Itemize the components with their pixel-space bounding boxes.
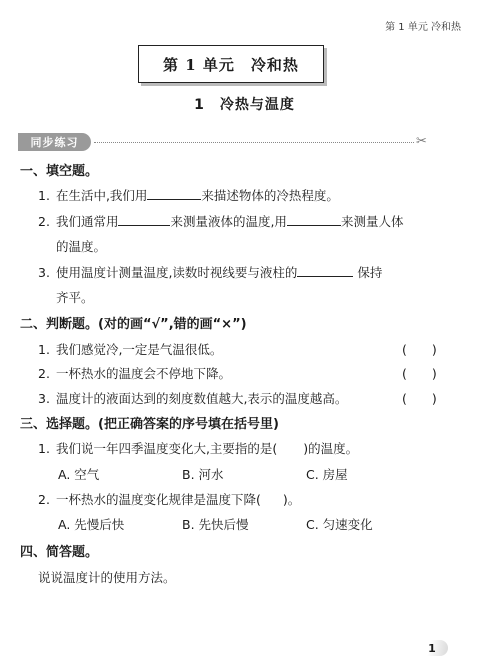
question-number: 1. bbox=[38, 342, 50, 357]
question-number: 2. bbox=[38, 366, 50, 381]
question-text: )。 bbox=[282, 492, 301, 507]
question-number: 2. bbox=[38, 214, 50, 229]
fill-question-3 bbox=[38, 263, 382, 281]
question-text: 齐平。 bbox=[56, 290, 94, 305]
question-number: 3. bbox=[38, 265, 50, 280]
question-text: 使用温度计测量温度,读数时视线要与液柱的 bbox=[55, 265, 298, 280]
answer-blank[interactable] bbox=[147, 187, 201, 200]
choice-option[interactable]: C. 房屋 bbox=[306, 467, 348, 482]
question-text: 我们说一年四季温度变化大,主要指的是( bbox=[55, 441, 278, 456]
section-heading-fill: 一、填空题。 bbox=[20, 164, 99, 179]
question-text: 温度计的液面达到的刻度数值越大,表示的温度越高。 bbox=[55, 391, 348, 406]
question-text: 来测量液体的温度,用 bbox=[170, 214, 287, 229]
question-text: 一杯热水的温度变化规律是温度下降( bbox=[55, 492, 261, 507]
answer-parentheses[interactable]: ( ) bbox=[402, 366, 437, 381]
question-text: )的温度。 bbox=[303, 441, 359, 456]
sync-practice-tag: 同步练习 bbox=[18, 133, 91, 151]
choice-question-2 bbox=[38, 490, 300, 508]
judge-question-1 bbox=[38, 340, 222, 358]
page-number: 1 bbox=[416, 640, 448, 656]
short-answer-prompt: 说说温度计的使用方法。 bbox=[38, 570, 176, 585]
fill-question-2-cont bbox=[56, 237, 106, 255]
question-text: 在生活中,我们用 bbox=[55, 188, 148, 203]
choice-question-1 bbox=[38, 439, 358, 457]
question-text: 一杯热水的温度会不停地下降。 bbox=[55, 366, 231, 381]
question-text: 我们通常用 bbox=[55, 214, 119, 229]
section-heading-judge: 二、判断题。(对的画“√”,错的画“×”) bbox=[20, 317, 247, 332]
fill-question-2 bbox=[38, 212, 403, 230]
question-text: 来测量人体 bbox=[340, 214, 404, 229]
choice-option[interactable]: B. 河水 bbox=[182, 467, 224, 482]
running-header: 第 1 单元 冷和热 bbox=[385, 22, 461, 33]
answer-blank[interactable] bbox=[297, 264, 353, 277]
answer-blank[interactable] bbox=[287, 213, 341, 226]
question-number: 1. bbox=[38, 188, 50, 203]
question-text: 保持 bbox=[357, 265, 383, 280]
scissors-icon: ✂ bbox=[416, 134, 427, 149]
question-text: 来描述物体的冷热程度。 bbox=[201, 188, 339, 203]
judge-question-3 bbox=[38, 389, 347, 407]
choice-option[interactable]: B. 先快后慢 bbox=[182, 517, 249, 532]
fill-question-1 bbox=[38, 186, 339, 204]
lesson-title: 1 冷热与温度 bbox=[194, 97, 295, 113]
question-number: 3. bbox=[38, 391, 50, 406]
unit-title: 第 1 单元 冷和热 bbox=[138, 45, 324, 83]
question-number: 1. bbox=[38, 441, 50, 456]
answer-parentheses[interactable]: ( ) bbox=[402, 342, 437, 357]
choice-option[interactable]: A. 先慢后快 bbox=[58, 517, 125, 532]
question-text: 我们感觉冷,一定是气温很低。 bbox=[55, 342, 223, 357]
dotted-divider bbox=[94, 142, 414, 143]
section-heading-choice: 三、选择题。(把正确答案的序号填在括号里) bbox=[20, 417, 279, 432]
section-heading-short: 四、简答题。 bbox=[20, 545, 99, 560]
answer-parentheses[interactable]: ( ) bbox=[402, 391, 437, 406]
judge-question-2 bbox=[38, 364, 231, 382]
question-number: 2. bbox=[38, 492, 50, 507]
choice-option[interactable]: A. 空气 bbox=[58, 467, 100, 482]
choice-option[interactable]: C. 匀速变化 bbox=[306, 517, 373, 532]
answer-blank[interactable] bbox=[118, 213, 170, 226]
fill-question-3-cont bbox=[56, 288, 94, 306]
question-text: 的温度。 bbox=[56, 239, 107, 254]
